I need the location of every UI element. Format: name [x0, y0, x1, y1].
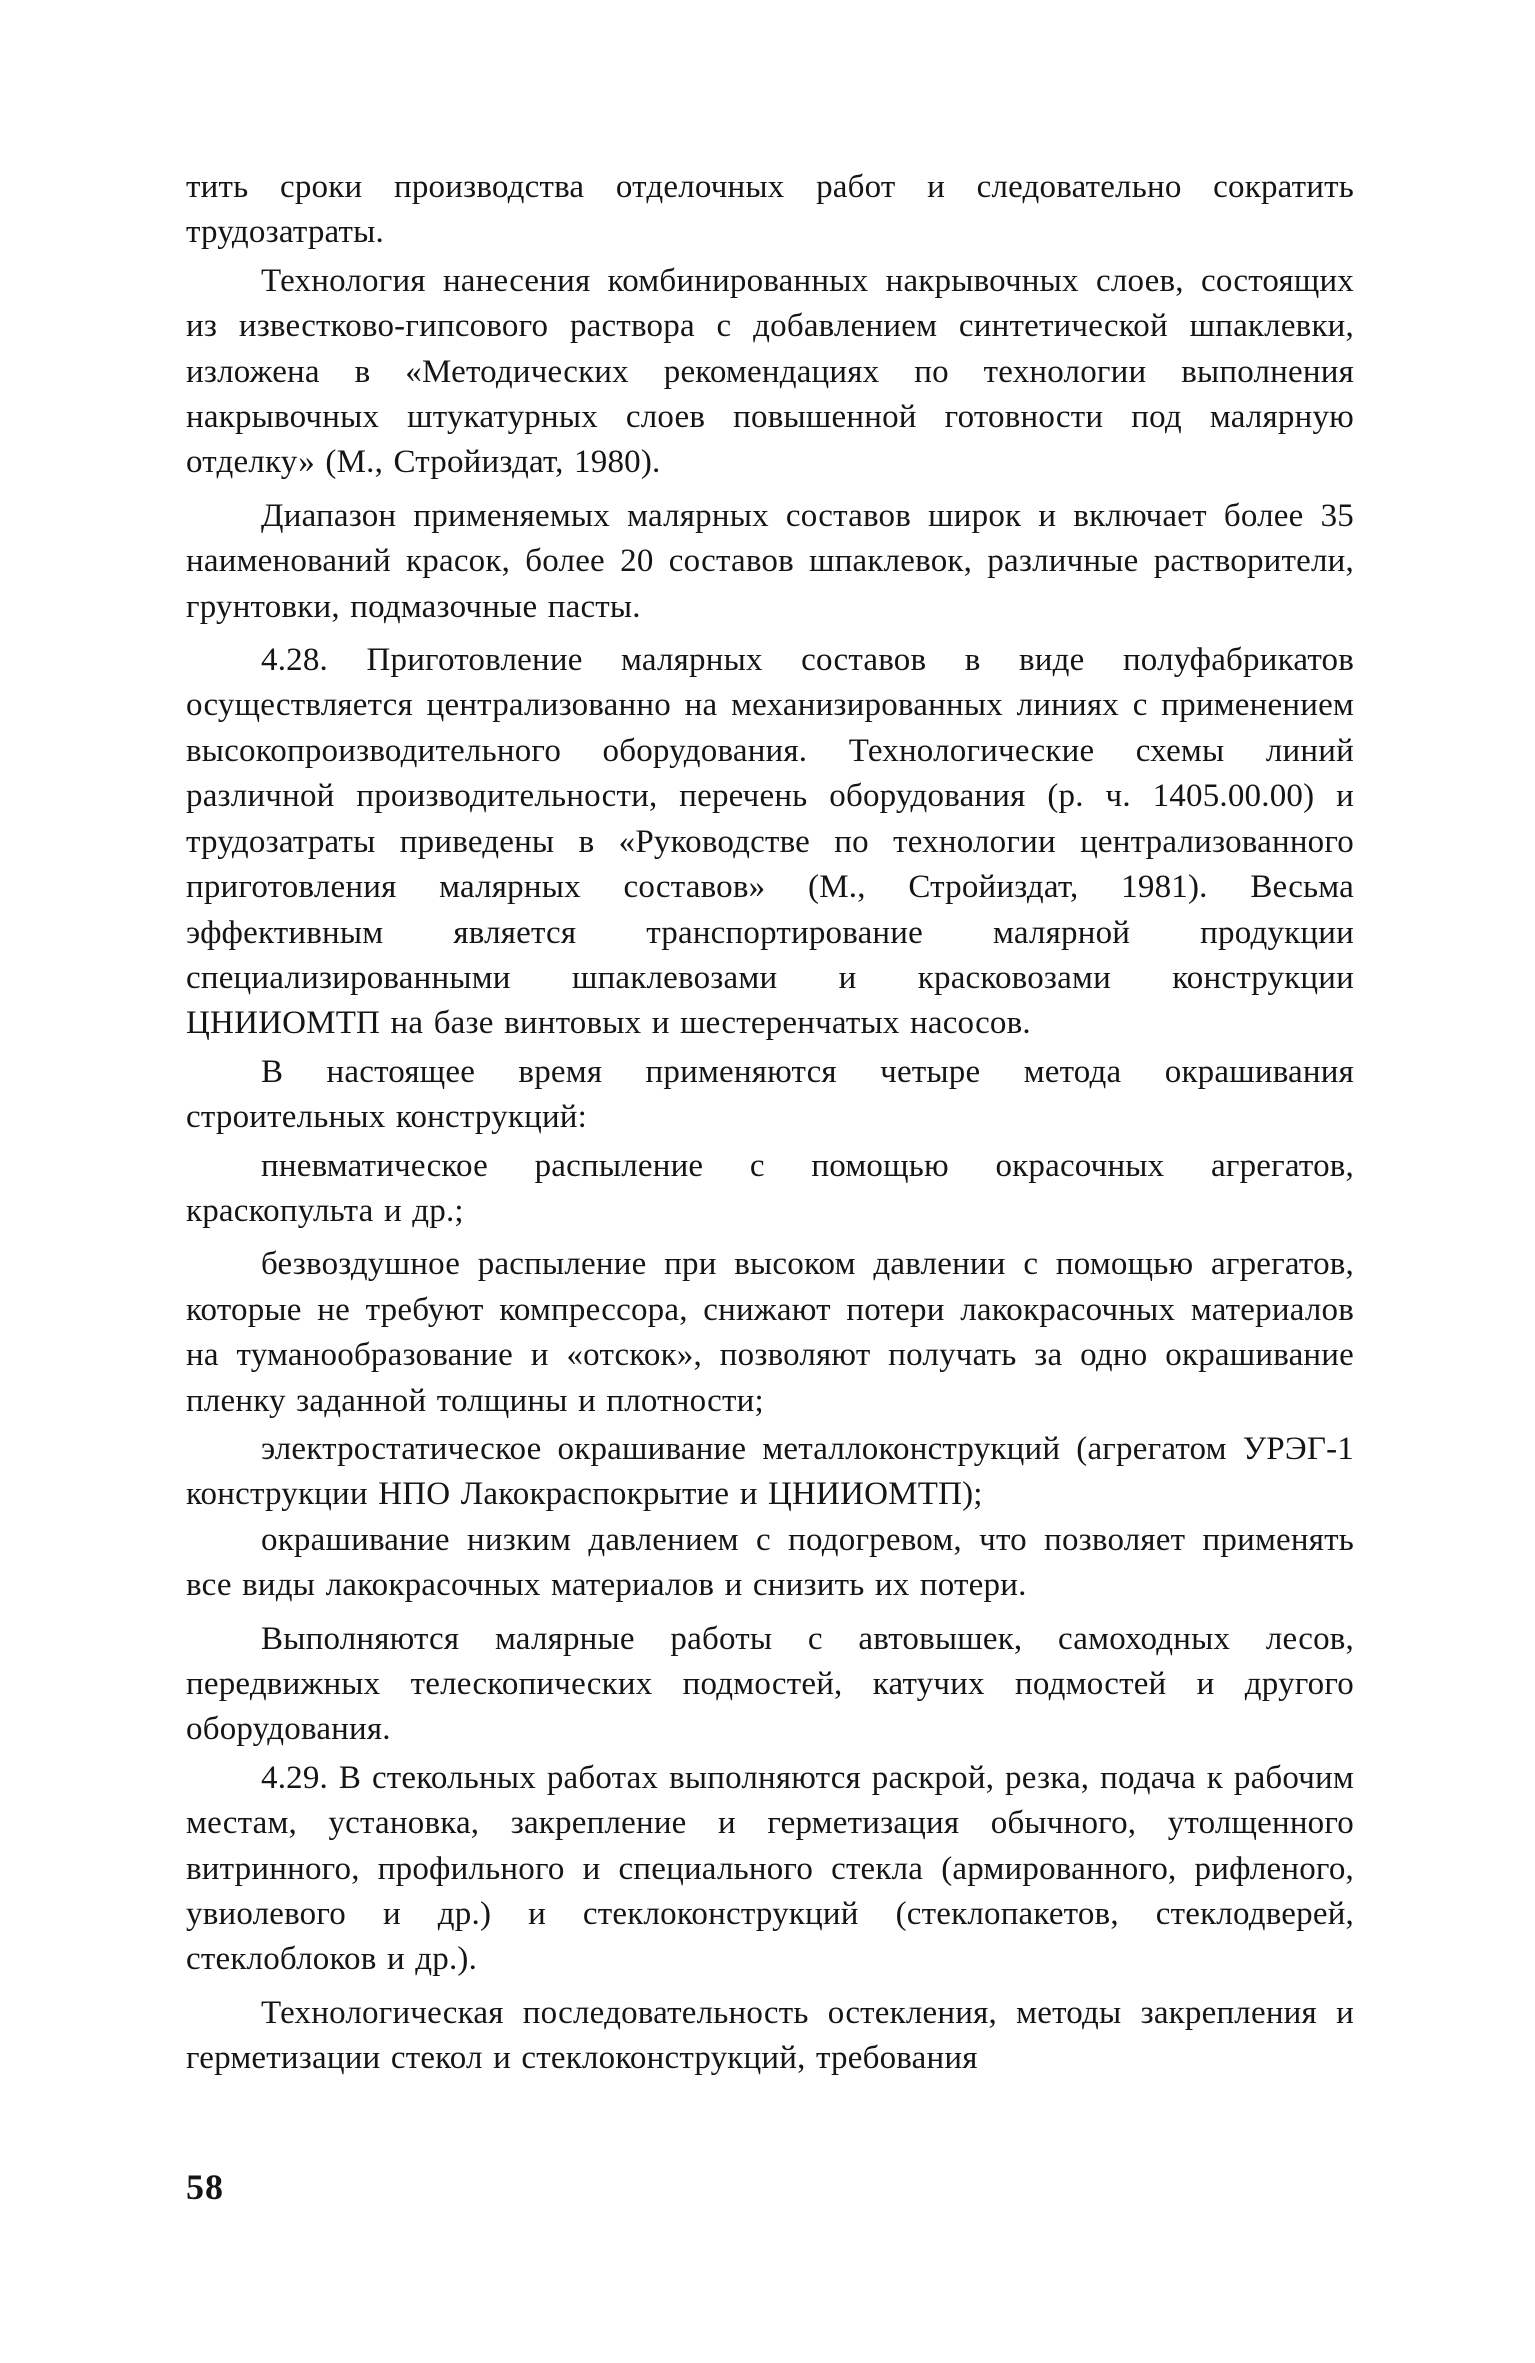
- paragraph-painting-methods-intro: В настоящее время применяются четыре метода окрашивания строительных конструкций:: [186, 1053, 1354, 1136]
- list-item-low-pressure-painting: окрашивание низким давлением с подогревом, что позволяет применять все виды лакокрасочных материалов и снизить их потери.: [186, 1521, 1354, 1604]
- paragraph-continuation: тить сроки производства отделочных работ и следовательно сократить трудозатраты.: [186, 169, 1354, 251]
- page-number: 58: [186, 2167, 224, 2207]
- paragraph-section-4-29: 4.29. В стекольных работах выполняются раскрой, резка, подача к рабочим местам, установка, закрепление и герметизация обычного, утолщенного витринного, профильного и специального стекла (армированного, рифленого, увиолевого и др.) и стеклоконструкций (стеклопакетов, стеклодверей, стеклоблоков и др.).: [186, 1759, 1354, 1978]
- paragraph-paint-range: Диапазон применяемых малярных составов широк и включает более 35 наименований красок, более 20 составов шпаклевок, различные растворители, грунтовки, подмазочные пасты.: [186, 497, 1354, 625]
- paragraph-section-4-28: 4.28. Приготовление малярных составов в виде полуфабрикатов осуществляется централизованно на механизированных линиях с применением высокопроизводительного оборудования. Технологические схемы линий различной производительности, перечень оборудования (р. ч. 1405.00.00) и трудозатраты приведены в «Руководстве по технологии централизованного приготовления малярных составов» (М., Стройиздат, 1981). Весьма эффективным является транспортирование малярной продукции специализированными шпаклевозами и красковозами конструкции ЦНИИОМТП на базе винтовых и шестеренчатых насосов.: [186, 642, 1354, 1042]
- paragraph-glazing-sequence: Технологическая последовательность остекления, методы закрепления и герметизации стекол и стеклоконструкций, требования: [186, 1994, 1354, 2077]
- paragraph-painting-equipment: Выполняются малярные работы с автовышек, самоходных лесов, передвижных телескопических подмостей, катучих подмостей и другого оборудования.: [186, 1620, 1354, 1748]
- body-text: [186, 165, 1354, 2082]
- paragraph-finishing-technology: Технология нанесения комбинированных накрывочных слоев, состоящих из известково-гипсового раствора с добавлением синтетической шпаклевки, изложена в «Методических рекомендациях по технологии выполнения накрывочных штукатурных слоев повышенной готовности под малярную отделку» (М., Стройиздат, 1980).: [186, 262, 1354, 481]
- list-item-airless-spraying: безвоздушное распыление при высоком давлении с помощью агрегатов, которые не требуют компрессора, снижают потери лакокрасочных материалов на туманообразование и «отскок», позволяют получать за одно окрашивание пленку заданной толщины и плотности;: [186, 1246, 1354, 1419]
- list-item-pneumatic-spraying: пневматическое распыление с помощью окрасочных агрегатов, краскопульта и др.;: [186, 1147, 1354, 1229]
- list-item-electrostatic-painting: электростатическое окрашивание металлоконструкций (агрегатом УРЭГ-1 конструкции НПО Лакокраспокрытие и ЦНИИОМТП);: [186, 1430, 1354, 1513]
